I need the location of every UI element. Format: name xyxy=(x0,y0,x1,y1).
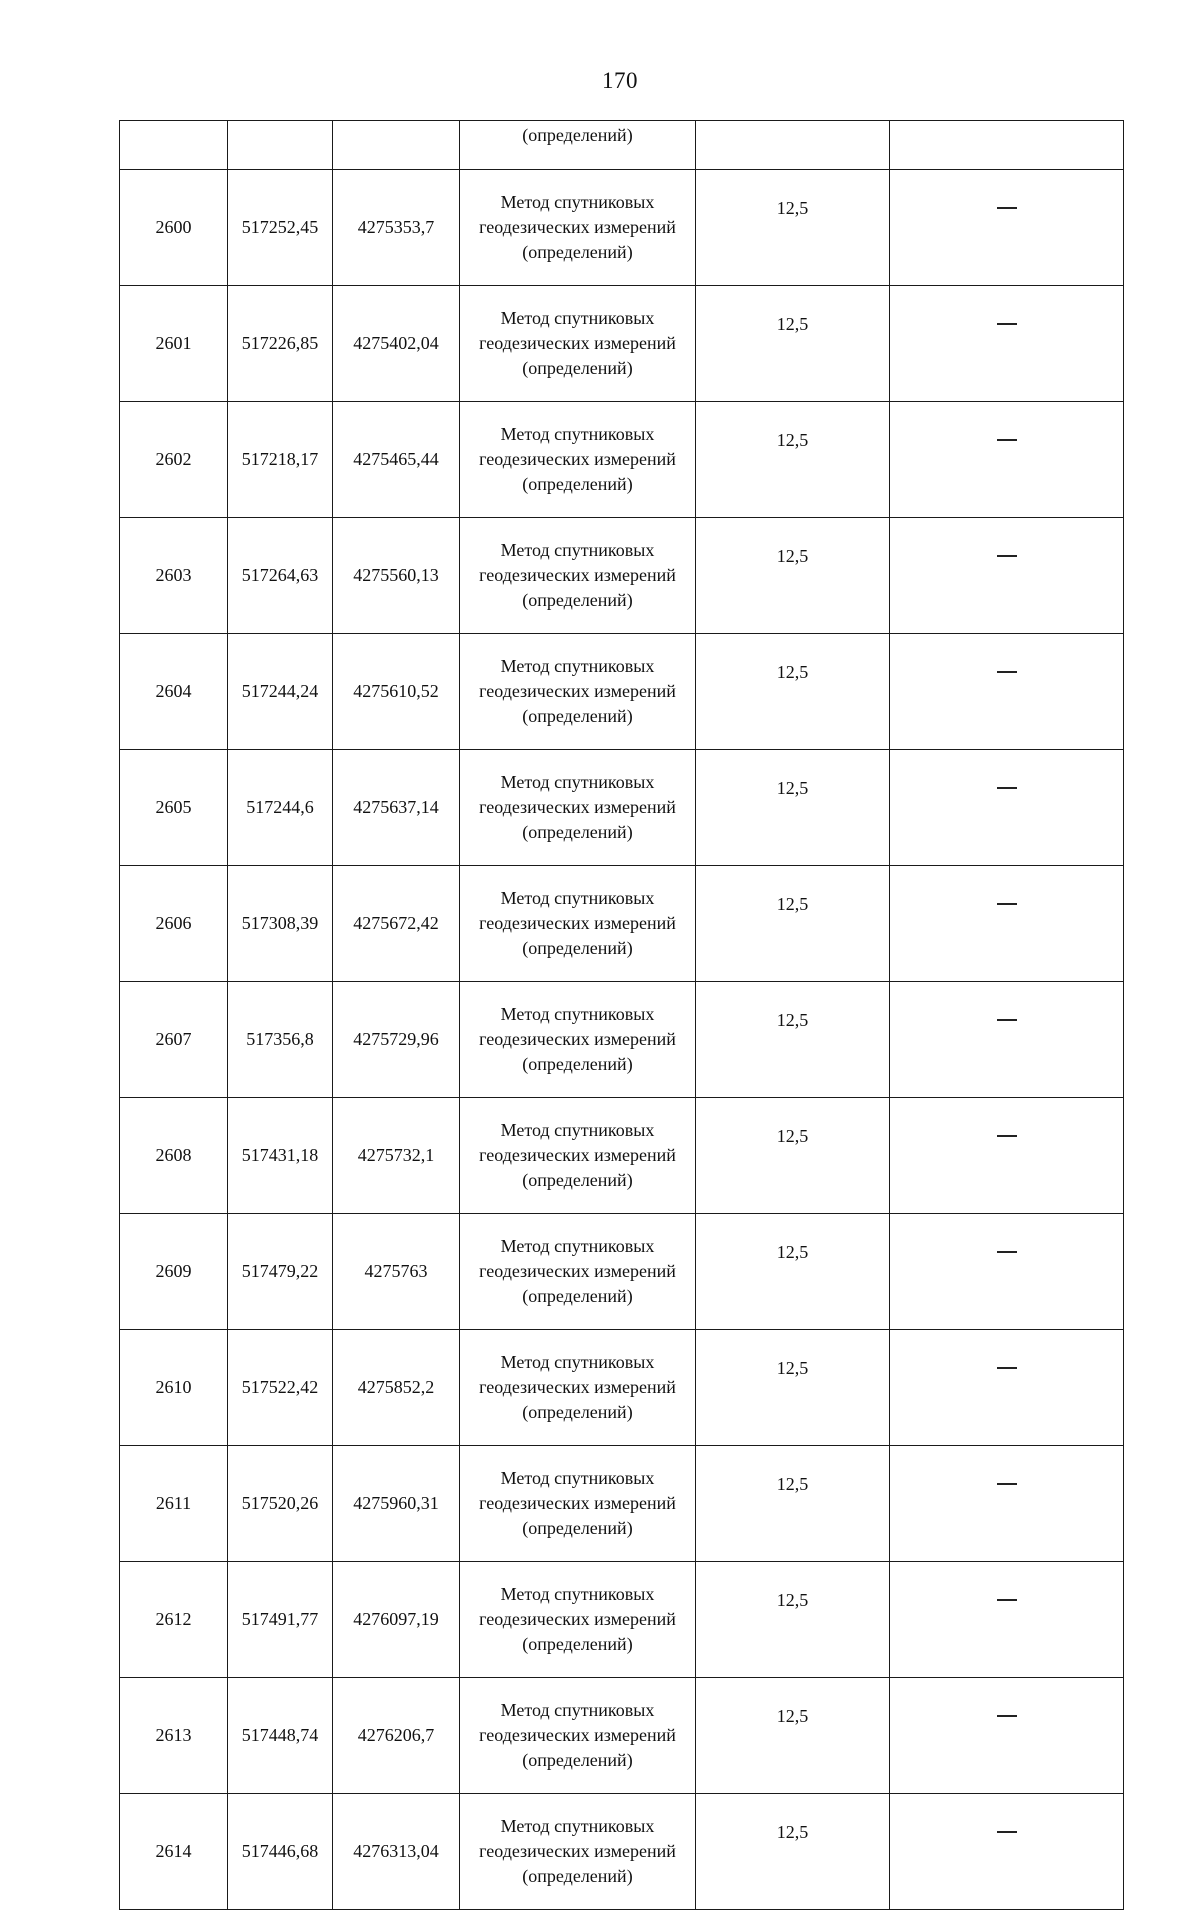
note-cell xyxy=(890,170,1124,286)
continuation-cell-id xyxy=(120,121,228,170)
table-row xyxy=(120,750,1124,866)
method-line-3: (определений) xyxy=(522,242,633,262)
accuracy-cell: 12,5 xyxy=(696,518,890,634)
method-line-2: геодезических измерений xyxy=(479,1377,676,1397)
table-row xyxy=(120,1794,1124,1910)
method-cell xyxy=(460,1446,696,1562)
continuation-cell-note xyxy=(890,121,1124,170)
method-line-2: геодезических измерений xyxy=(479,565,676,585)
note-cell xyxy=(890,634,1124,750)
method-line-3: (определений) xyxy=(522,1866,633,1886)
method-line-1: Метод спутниковых xyxy=(500,1584,655,1604)
y-coordinate-cell: 4275465,44 xyxy=(333,402,460,518)
y-coordinate-cell: 4276206,7 xyxy=(333,1678,460,1794)
dash-mark xyxy=(997,1367,1017,1369)
method-line-1: Метод спутниковых xyxy=(500,540,655,560)
method-line-1: Метод спутниковых xyxy=(500,1468,655,1488)
dash-mark xyxy=(997,439,1017,441)
table-row xyxy=(120,402,1124,518)
method-line-2: геодезических измерений xyxy=(479,681,676,701)
method-line-3: (определений) xyxy=(522,822,633,842)
point-id-cell: 2605 xyxy=(120,750,228,866)
point-id-cell: 2606 xyxy=(120,866,228,982)
y-coordinate-cell: 4275637,14 xyxy=(333,750,460,866)
accuracy-cell: 12,5 xyxy=(696,170,890,286)
x-coordinate-cell: 517308,39 xyxy=(228,866,333,982)
method-line-2: геодезических измерений xyxy=(479,1725,676,1745)
method-cell xyxy=(460,402,696,518)
point-id-cell: 2614 xyxy=(120,1794,228,1910)
x-coordinate-cell: 517520,26 xyxy=(228,1446,333,1562)
method-cell xyxy=(460,518,696,634)
table-row xyxy=(120,518,1124,634)
point-id-cell: 2610 xyxy=(120,1330,228,1446)
method-cell xyxy=(460,866,696,982)
point-id-cell: 2600 xyxy=(120,170,228,286)
y-coordinate-cell: 4275672,42 xyxy=(333,866,460,982)
method-line-2: геодезических измерений xyxy=(479,217,676,237)
continuation-cell-method: (определений) xyxy=(460,121,696,170)
note-cell xyxy=(890,866,1124,982)
method-line-1: Метод спутниковых xyxy=(500,192,655,212)
accuracy-cell: 12,5 xyxy=(696,1214,890,1330)
x-coordinate-cell: 517252,45 xyxy=(228,170,333,286)
method-line-3: (определений) xyxy=(522,706,633,726)
method-line-3: (определений) xyxy=(522,1286,633,1306)
y-coordinate-cell: 4275732,1 xyxy=(333,1098,460,1214)
method-line-2: геодезических измерений xyxy=(479,1609,676,1629)
point-id-cell: 2608 xyxy=(120,1098,228,1214)
method-line-2: геодезических измерений xyxy=(479,913,676,933)
note-cell xyxy=(890,402,1124,518)
method-line-1: Метод спутниковых xyxy=(500,1004,655,1024)
method-line-1: Метод спутниковых xyxy=(500,1236,655,1256)
x-coordinate-cell: 517244,24 xyxy=(228,634,333,750)
accuracy-cell: 12,5 xyxy=(696,1446,890,1562)
dash-mark xyxy=(997,207,1017,209)
method-cell xyxy=(460,1214,696,1330)
method-line-1: Метод спутниковых xyxy=(500,888,655,908)
method-line-3: (определений) xyxy=(522,1054,633,1074)
y-coordinate-cell: 4275610,52 xyxy=(333,634,460,750)
x-coordinate-cell: 517226,85 xyxy=(228,286,333,402)
table-row xyxy=(120,286,1124,402)
method-line-1: Метод спутниковых xyxy=(500,424,655,444)
note-cell xyxy=(890,1098,1124,1214)
x-coordinate-cell: 517448,74 xyxy=(228,1678,333,1794)
accuracy-cell: 12,5 xyxy=(696,982,890,1098)
y-coordinate-cell: 4276313,04 xyxy=(333,1794,460,1910)
table-row xyxy=(120,1678,1124,1794)
x-coordinate-cell: 517479,22 xyxy=(228,1214,333,1330)
y-coordinate-cell: 4275402,04 xyxy=(333,286,460,402)
accuracy-cell: 12,5 xyxy=(696,634,890,750)
coordinates-table xyxy=(119,120,1124,1910)
dash-mark xyxy=(997,1831,1017,1833)
method-cell xyxy=(460,1562,696,1678)
note-cell xyxy=(890,750,1124,866)
table-row xyxy=(120,1562,1124,1678)
method-line-1: Метод спутниковых xyxy=(500,1120,655,1140)
accuracy-cell: 12,5 xyxy=(696,402,890,518)
dash-mark xyxy=(997,787,1017,789)
x-coordinate-cell: 517356,8 xyxy=(228,982,333,1098)
note-cell xyxy=(890,518,1124,634)
table-row xyxy=(120,634,1124,750)
coordinates-table-body xyxy=(120,121,1124,1910)
method-cell xyxy=(460,982,696,1098)
y-coordinate-cell: 4275729,96 xyxy=(333,982,460,1098)
method-line-2: геодезических измерений xyxy=(479,1029,676,1049)
note-cell xyxy=(890,1794,1124,1910)
point-id-cell: 2613 xyxy=(120,1678,228,1794)
table-row xyxy=(120,866,1124,982)
accuracy-cell: 12,5 xyxy=(696,1330,890,1446)
note-cell xyxy=(890,1562,1124,1678)
method-line-1: Метод спутниковых xyxy=(500,1352,655,1372)
method-line-2: геодезических измерений xyxy=(479,797,676,817)
method-line-3: (определений) xyxy=(522,1634,633,1654)
continuation-cell-x xyxy=(228,121,333,170)
point-id-cell: 2601 xyxy=(120,286,228,402)
method-line-2: геодезических измерений xyxy=(479,1493,676,1513)
method-line-2: геодезических измерений xyxy=(479,1261,676,1281)
method-line-1: Метод спутниковых xyxy=(500,772,655,792)
method-line-2: геодезических измерений xyxy=(479,449,676,469)
note-cell xyxy=(890,286,1124,402)
accuracy-cell: 12,5 xyxy=(696,1098,890,1214)
point-id-cell: 2603 xyxy=(120,518,228,634)
table-row xyxy=(120,170,1124,286)
note-cell xyxy=(890,1446,1124,1562)
continuation-cell-y xyxy=(333,121,460,170)
method-line-1: Метод спутниковых xyxy=(500,656,655,676)
x-coordinate-cell: 517264,63 xyxy=(228,518,333,634)
accuracy-cell: 12,5 xyxy=(696,750,890,866)
y-coordinate-cell: 4276097,19 xyxy=(333,1562,460,1678)
page-number: 170 xyxy=(602,68,638,93)
y-coordinate-cell: 4275763 xyxy=(333,1214,460,1330)
method-line-3: (определений) xyxy=(522,590,633,610)
method-line-3: (определений) xyxy=(522,358,633,378)
point-id-cell: 2607 xyxy=(120,982,228,1098)
method-line-2: геодезических измерений xyxy=(479,333,676,353)
point-id-cell: 2604 xyxy=(120,634,228,750)
method-line-3: (определений) xyxy=(522,938,633,958)
x-coordinate-cell: 517218,17 xyxy=(228,402,333,518)
table-row xyxy=(120,1330,1124,1446)
method-cell xyxy=(460,634,696,750)
table-row xyxy=(120,1098,1124,1214)
x-coordinate-cell: 517491,77 xyxy=(228,1562,333,1678)
dash-mark xyxy=(997,1135,1017,1137)
continuation-cell-accuracy xyxy=(696,121,890,170)
method-line-3: (определений) xyxy=(522,1518,633,1538)
accuracy-cell: 12,5 xyxy=(696,1678,890,1794)
method-cell xyxy=(460,750,696,866)
dash-mark xyxy=(997,671,1017,673)
method-cell xyxy=(460,1678,696,1794)
method-cell xyxy=(460,1330,696,1446)
accuracy-cell: 12,5 xyxy=(696,1794,890,1910)
dash-mark xyxy=(997,555,1017,557)
point-id-cell: 2611 xyxy=(120,1446,228,1562)
point-id-cell: 2609 xyxy=(120,1214,228,1330)
x-coordinate-cell: 517446,68 xyxy=(228,1794,333,1910)
method-cell xyxy=(460,286,696,402)
x-coordinate-cell: 517244,6 xyxy=(228,750,333,866)
method-line-3: (определений) xyxy=(522,1402,633,1422)
method-line-2: геодезических измерений xyxy=(479,1145,676,1165)
dash-mark xyxy=(997,323,1017,325)
table-row xyxy=(120,982,1124,1098)
method-line-1: Метод спутниковых xyxy=(500,308,655,328)
accuracy-cell: 12,5 xyxy=(696,286,890,402)
method-line-2: геодезических измерений xyxy=(479,1841,676,1861)
continuation-row xyxy=(120,121,1124,170)
dash-mark xyxy=(997,1019,1017,1021)
method-line-3: (определений) xyxy=(522,474,633,494)
table-row xyxy=(120,1446,1124,1562)
note-cell xyxy=(890,982,1124,1098)
note-cell xyxy=(890,1330,1124,1446)
y-coordinate-cell: 4275353,7 xyxy=(333,170,460,286)
dash-mark xyxy=(997,1599,1017,1601)
y-coordinate-cell: 4275852,2 xyxy=(333,1330,460,1446)
table-row xyxy=(120,1214,1124,1330)
method-line-1: Метод спутниковых xyxy=(500,1700,655,1720)
method-line-3: (определений) xyxy=(522,1170,633,1190)
dash-mark xyxy=(997,903,1017,905)
dash-mark xyxy=(997,1715,1017,1717)
accuracy-cell: 12,5 xyxy=(696,1562,890,1678)
point-id-cell: 2602 xyxy=(120,402,228,518)
method-cell xyxy=(460,1098,696,1214)
x-coordinate-cell: 517522,42 xyxy=(228,1330,333,1446)
method-cell xyxy=(460,170,696,286)
note-cell xyxy=(890,1678,1124,1794)
note-cell xyxy=(890,1214,1124,1330)
method-line-3: (определений) xyxy=(522,1750,633,1770)
dash-mark xyxy=(997,1483,1017,1485)
y-coordinate-cell: 4275560,13 xyxy=(333,518,460,634)
method-line-1: Метод спутниковых xyxy=(500,1816,655,1836)
x-coordinate-cell: 517431,18 xyxy=(228,1098,333,1214)
dash-mark xyxy=(997,1251,1017,1253)
y-coordinate-cell: 4275960,31 xyxy=(333,1446,460,1562)
point-id-cell: 2612 xyxy=(120,1562,228,1678)
accuracy-cell: 12,5 xyxy=(696,866,890,982)
method-cell xyxy=(460,1794,696,1910)
